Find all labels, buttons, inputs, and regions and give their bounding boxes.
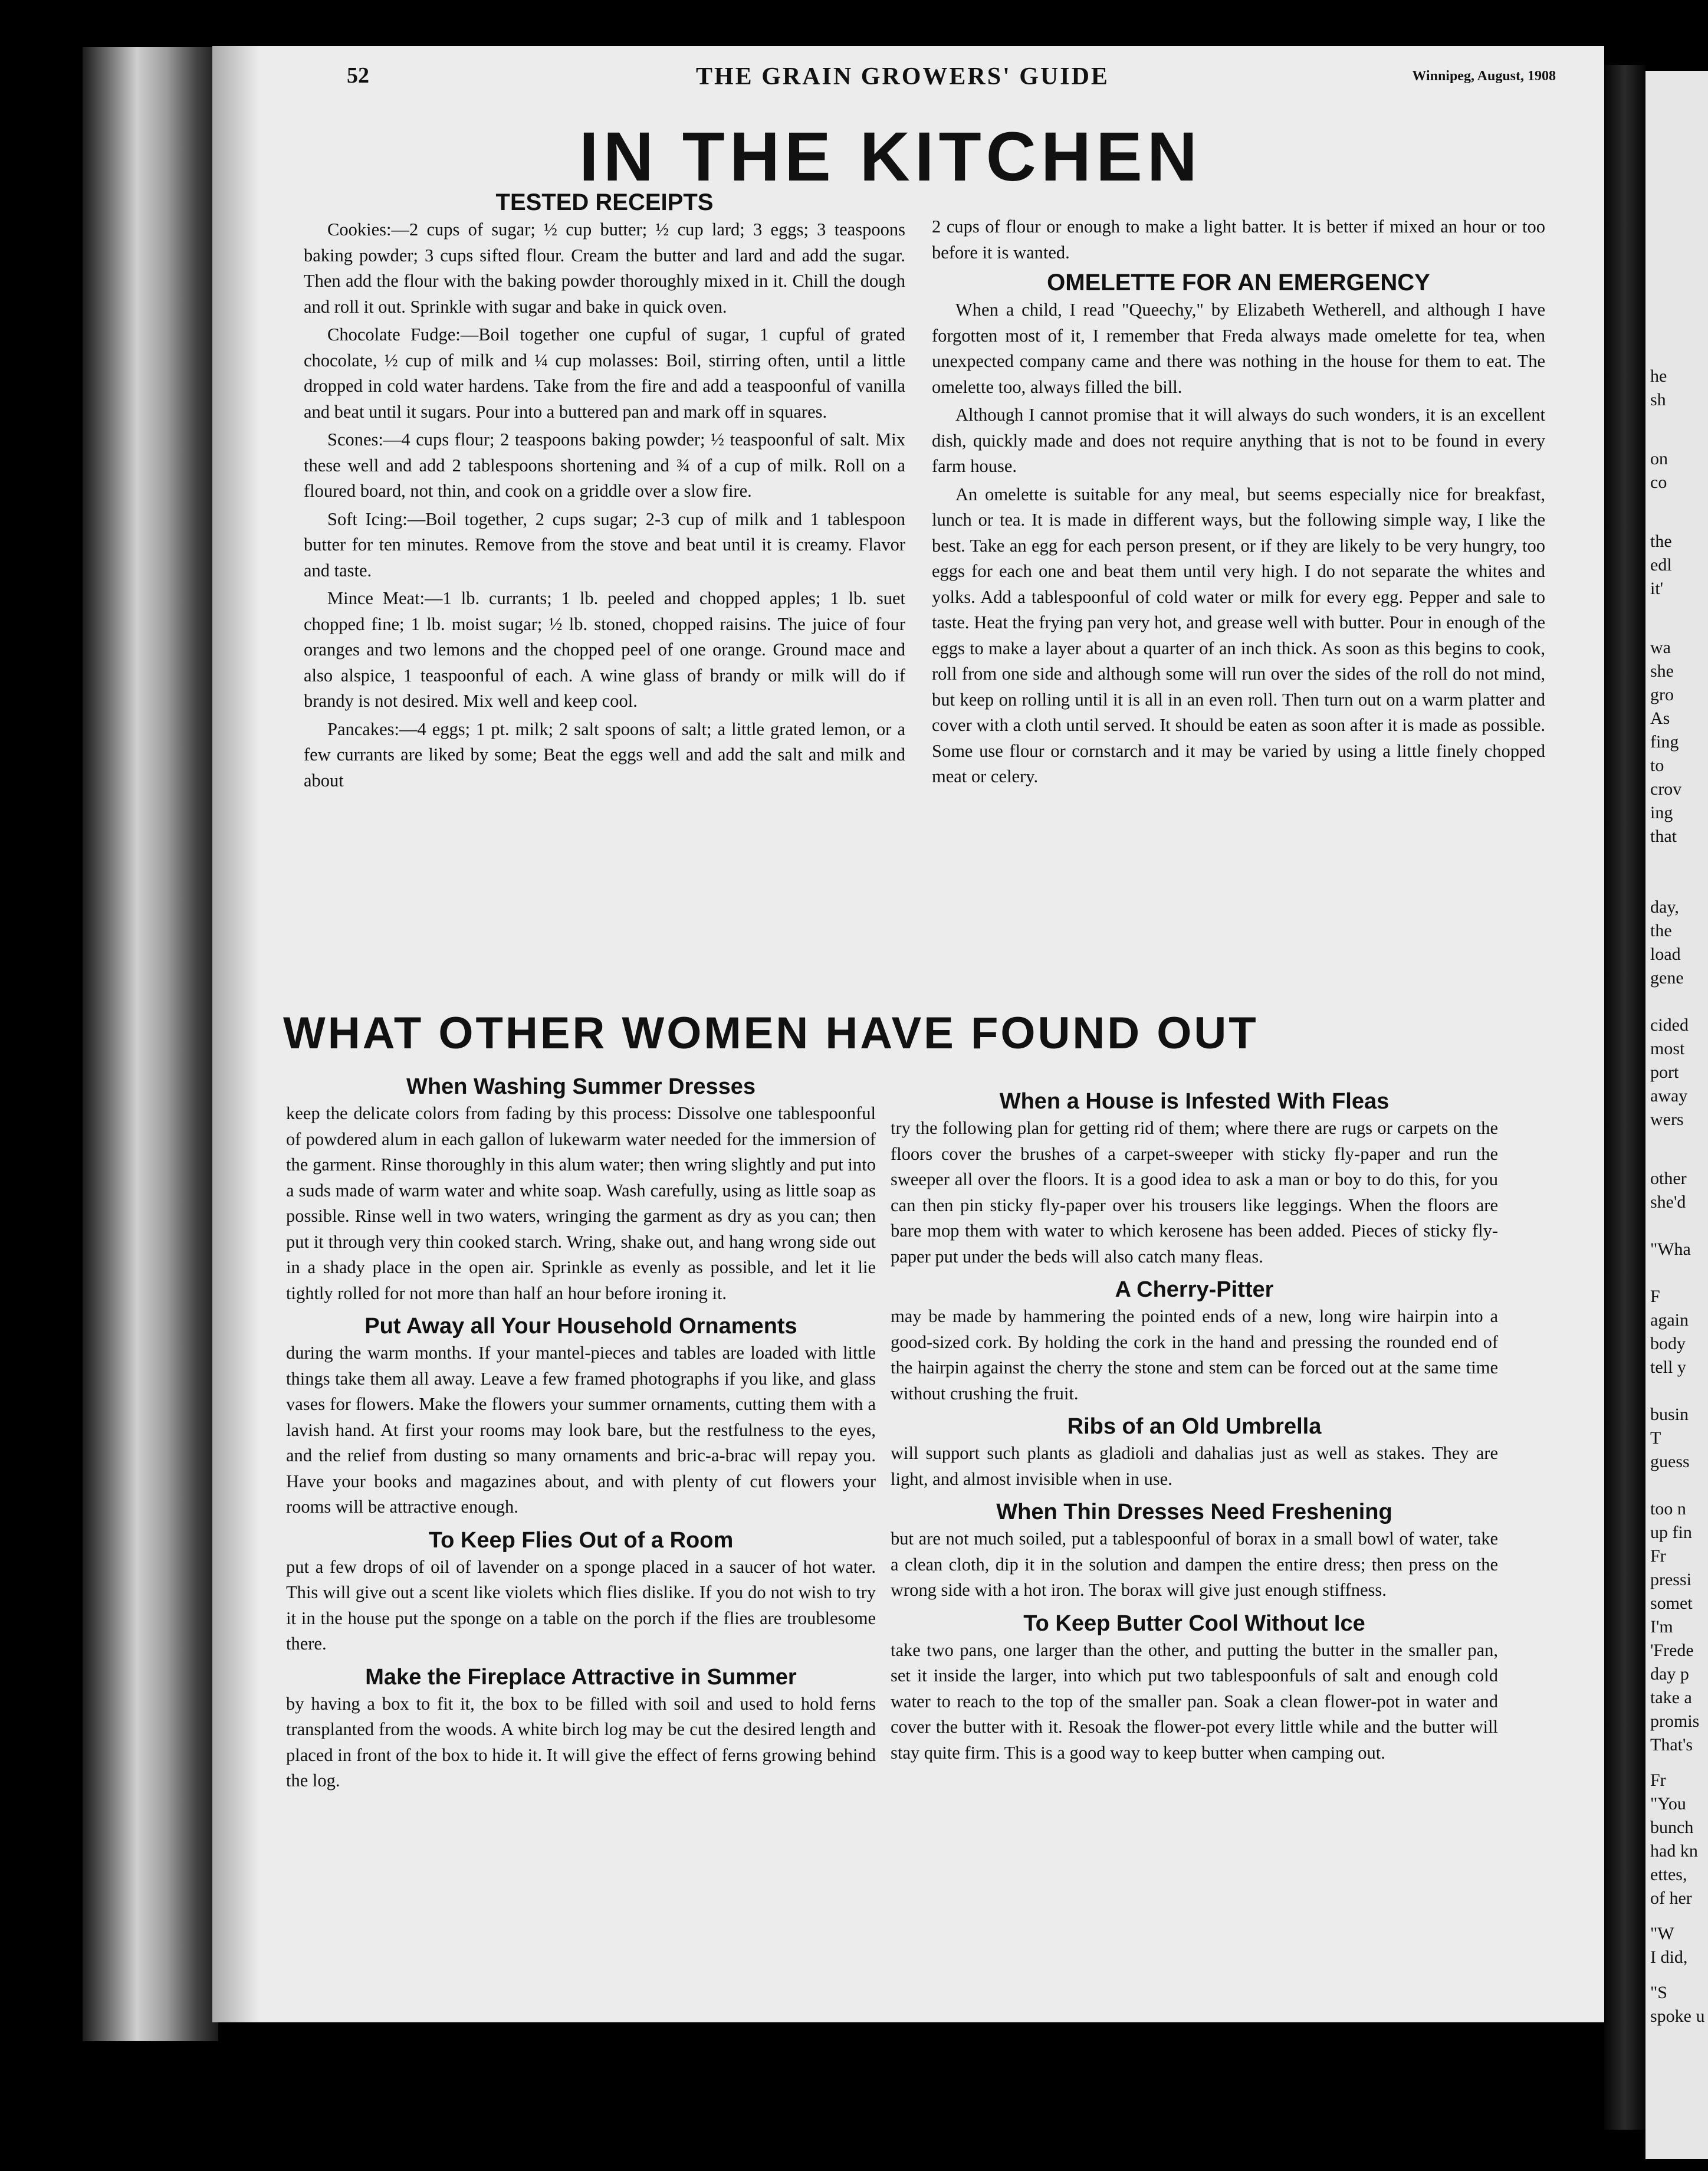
recipe-mince-meat: Mince Meat:—1 lb. currants; 1 lb. peeled and chopped apples; 1 lb. suet chopped fine; 1 lb. moist sugar; ½ lb. stoned, chopped raisins. The juice of four oranges and two lemons and the chopped peel of one orange. Ground mace and also alspice, 1 teaspoonful of each. A wine glass of brandy or milk will do if brandy is not desired. Mix well and keep cool. <box>304 588 905 711</box>
recipe-fudge: Chocolate Fudge:—Boil together one cupful of sugar, 1 cupful of grated chocolate, ½ cup of milk and ¼ cup molasses: Boil, stirring often, until a little dropped in cold water hardens. Take from the fire and add a teaspoonful of vanilla and beat until it sugars. Pour into a buttered pan and mark off in squares. <box>304 324 905 422</box>
tip-heading: Put Away all Your Household Ornaments <box>364 1314 797 1339</box>
dateline: Winnipeg, August, 1908 <box>1412 68 1556 84</box>
adjacent-fragment: ettes, <box>1650 1865 1687 1884</box>
adjacent-fragment: I did, <box>1650 1947 1688 1967</box>
omelette-paragraph: An omelette is suitable for any meal, but seems especially nice for breakfast, lunch or tea. It is made in different ways, but the following simple way, I like the best. Take an egg for each person present, or if they are likely to be very hungry, too eggs for each one and beat them until very high. I do not separate the whites and yolks. Add a tablespoonful of cold water or milk for every egg. Pepper and sale to taste. Heat the frying pan very hot, and grease well with butter. Pour in enough of the eggs to make a layer about a quarter of an inch thick. As soon as this begins to cook, roll from one side and although some will run over the sides of the roll do not mind, but keep on rolling until it is all in an even roll. Then turn out on a warm platter and cover with a cloth until served. It should be eaten as soon after it is made as possible. Some use flour or cornstarch and it may be varied by using a little finely chopped meat or celery. <box>932 484 1545 786</box>
adjacent-fragment: cided <box>1650 1015 1689 1035</box>
adjacent-fragment: pressi <box>1650 1570 1691 1589</box>
kitchen-column-left <box>304 188 905 796</box>
adjacent-fragment: T <box>1650 1428 1661 1448</box>
adjacent-fragment: most <box>1650 1039 1685 1058</box>
kitchen-column-right <box>932 214 1545 792</box>
tip-text: may be made by hammering the pointed ends of a new, long wire hairpin into a good-sized cork. By holding the cork in the hand and pressing the rounded end of the hairpin against the cherry the stone and stem can be forced out at the same time without crushing the fruit. <box>891 1306 1498 1403</box>
tip-text: will support such plants as gladioli and dahalias just as well as stakes. They are light, and almost invisible when in use. <box>891 1443 1498 1489</box>
adjacent-fragment: 'Frede <box>1650 1641 1694 1660</box>
recipe-pancakes-continued: 2 cups of flour or enough to make a light batter. It is better if mixed an hour or too before it is wanted. <box>932 217 1545 263</box>
adjacent-fragment: fing <box>1650 732 1679 752</box>
adjacent-fragment: wa <box>1650 638 1671 657</box>
adjacent-fragment: As <box>1650 709 1670 728</box>
adjacent-fragment: That's <box>1650 1735 1693 1754</box>
adjacent-fragment: he <box>1650 366 1667 386</box>
adjacent-fragment: edl <box>1650 555 1672 575</box>
adjacent-fragment: "Wha <box>1650 1239 1691 1259</box>
omelette-paragraph: When a child, I read "Queechy," by Elizabeth Wetherell, and although I have forgotten most of it, I remember that Freda always made omelette for tea, when unexpected company came and there was nothing in the house for them to eat. The omelette too, always filled the bill. <box>932 300 1545 397</box>
adjacent-fragment: bunch <box>1650 1818 1694 1837</box>
tested-receipts-heading: TESTED RECEIPTS <box>495 189 714 215</box>
tip-heading: Ribs of an Old Umbrella <box>1067 1414 1322 1439</box>
adjacent-fragment: she'd <box>1650 1192 1686 1212</box>
adjacent-fragment: promis <box>1650 1711 1700 1731</box>
adjacent-fragment: gro <box>1650 685 1674 704</box>
tip-heading: To Keep Flies Out of a Room <box>428 1527 734 1553</box>
adjacent-fragment: ing <box>1650 803 1673 822</box>
adjacent-fragment: crov <box>1650 779 1682 799</box>
omelette-paragraph: Although I cannot promise that it will always do such wonders, it is an excellent dish, quickly made and does not require anything that is not to be found in every farm house. <box>932 405 1545 476</box>
women-column-left <box>286 1073 876 1796</box>
adjacent-fragment: other <box>1650 1169 1687 1188</box>
tip-heading: When Washing Summer Dresses <box>406 1074 756 1099</box>
adjacent-page-edge <box>1645 71 1708 2159</box>
tip-text: put a few drops of oil of lavender on a sponge placed in a saucer of hot water. This will give out a scent like violets which flies dislike. If you do not wish to try it in the house put the sponge on a table on the porch if the flies are troublesome there. <box>286 1556 876 1654</box>
adjacent-fragment: it' <box>1650 579 1664 598</box>
adjacent-fragment: she <box>1650 661 1674 681</box>
adjacent-fragment: co <box>1650 473 1667 492</box>
adjacent-fragment: tell y <box>1650 1357 1686 1377</box>
adjacent-fragment: load <box>1650 945 1681 964</box>
tip-text: take two pans, one larger than the other, and putting the butter in the smaller pan, set it inside the larger, into which put two tablespoonfuls of salt and enough cold water to reach to the top of the smaller pan. Soak a clean flower-pot in water and cover the butter with it. Resoak the flower-pot every little while and the butter will stay quite firm. This is a good way to keep butter when camping out. <box>891 1639 1498 1763</box>
adjacent-fragment: day, <box>1650 897 1679 917</box>
adjacent-fragment: wers <box>1650 1110 1684 1129</box>
newspaper-page <box>212 46 1604 2022</box>
adjacent-fragment: to <box>1650 756 1664 775</box>
tip-text: but are not much soiled, put a tablespoonful of borax in a small bowl of water, take a clean cloth, dip it in the solution and dampen the entire dress; then press on the wrong side with a hot iron. The borax will give just enough stiffness. <box>891 1529 1498 1600</box>
adjacent-fragment: up fin <box>1650 1523 1692 1542</box>
adjacent-fragment: take a <box>1650 1688 1692 1707</box>
adjacent-fragment: sh <box>1650 390 1666 409</box>
tip-text: by having a box to fit it, the box to be filled with soil and used to hold ferns transplanted from the woods. A white birch log may be cut the desired length and placed in front of the box to hide it. It will give the effect of ferns growing behind the log. <box>286 1693 876 1790</box>
omelette-heading: OMELETTE FOR AN EMERGENCY <box>1047 270 1430 296</box>
recipe-icing: Soft Icing:—Boil together, 2 cups sugar; 2-3 cup of milk and 1 tablespoon butter for ten minutes. Remove from the stove and beat until it is creamy. Flavor and taste. <box>304 509 905 581</box>
women-section-title: WHAT OTHER WOMEN HAVE FOUND OUT <box>283 1008 1259 1058</box>
adjacent-fragment: "You <box>1650 1794 1686 1813</box>
women-column-right <box>891 1087 1498 1768</box>
page-header <box>212 63 1604 98</box>
adjacent-fragment: port <box>1650 1062 1679 1082</box>
adjacent-fragment: busin <box>1650 1405 1689 1424</box>
page-number: 52 <box>347 63 369 88</box>
adjacent-fragment: the <box>1650 921 1672 940</box>
tip-heading: When Thin Dresses Need Freshening <box>996 1500 1392 1524</box>
adjacent-fragment: of her <box>1650 1888 1692 1908</box>
tip-text: try the following plan for getting rid of them; where there are rugs or carpets on the floors cover the brushes of a carpet-sweeper with sticky fly-paper and run the sweeper all over the floors. It is a good idea to ask a man or boy to do this, for you can then pin sticky fly-paper over his trousers like leggings. When the floors are bare mop them with water to which kerosene has been added. Pieces of sticky fly-paper put under the beds will also catch many fleas. <box>891 1118 1498 1267</box>
tip-text: keep the delicate colors from fading by this process: Dissolve one tablespoonful of powdered alum in each gallon of lukewarm water needed for the immersion of the garment. Rinse thoroughly in this alum water; then wring slightly and put into a suds made of warm water and white soap. Wash carefully, using as little soap as possible. Rinse well in two waters, wringing the garment as dry as you can; then put it through very thin cooked starch. Wring, shake out, and hang wrong side out in a shady place in the open air. Sprinkle as evenly as possible, and let it lie tightly rolled for not more than half an hour before ironing it. <box>286 1103 876 1303</box>
adjacent-fragment: on <box>1650 449 1668 468</box>
adjacent-fragment: that <box>1650 827 1677 846</box>
running-title: THE GRAIN GROWERS' GUIDE <box>696 63 1109 90</box>
recipe-scones: Scones:—4 cups flour; 2 teaspoons baking powder; ½ teaspoonful of salt. Mix these well and add 2 tablespoons shortening and ¾ of a cup of milk. Roll on a floured board, not thin, and cook on a griddle over a slow fire. <box>304 429 905 501</box>
recipe-cookies: Cookies:—2 cups of sugar; ½ cup butter; ½ cup lard; 3 eggs; 3 teaspoons baking powder; 3 cups sifted flour. Cream the butter and lard and add the sugar. Then add the flour with the baking powder thoroughly mixed in it. Chill the dough and roll it out. Sprinkle with sugar and bake in quick oven. <box>304 219 905 317</box>
adjacent-fragment: I'm <box>1650 1617 1673 1637</box>
adjacent-fragment: "W <box>1650 1924 1674 1943</box>
tip-heading: When a House is Infested With Fleas <box>999 1089 1390 1114</box>
tip-heading: To Keep Butter Cool Without Ice <box>1023 1611 1365 1636</box>
tip-heading: Make the Fireplace Attractive in Summer <box>365 1664 797 1690</box>
adjacent-fragment: too n <box>1650 1499 1686 1519</box>
tip-text: during the warm months. If your mantel-pieces and tables are loaded with little things take them all away. Leave a few framed photographs if you like, and glass vases for flowers. Make the flowers your summer ornaments, cutting them with a lavish hand. At first your rooms may look bare, but the restfulness to the eyes, and the relief from dusting so many ornaments and bric-a-brac will repay you. Have your books and magazines about, and with plenty of cut flowers your rooms will be attractive enough. <box>286 1343 876 1517</box>
recipe-pancakes: Pancakes:—4 eggs; 1 pt. milk; 2 salt spoons of salt; a little grated lemon, or a few currants are liked by some; Beat the eggs well and add the salt and milk and about <box>304 719 905 791</box>
adjacent-fragment: spoke u <box>1650 2006 1705 2026</box>
kitchen-section-title: IN THE KITCHEN <box>579 118 1202 196</box>
tip-heading: A Cherry-Pitter <box>1115 1277 1274 1302</box>
adjacent-fragment: gene <box>1650 968 1684 988</box>
page-gutter <box>1604 65 1645 2130</box>
adjacent-fragment: Fr <box>1650 1546 1666 1566</box>
adjacent-fragment: F <box>1650 1287 1660 1306</box>
adjacent-fragment: day p <box>1650 1664 1689 1684</box>
adjacent-fragment: the <box>1650 532 1672 551</box>
adjacent-fragment: had kn <box>1650 1841 1698 1861</box>
adjacent-fragment: "S <box>1650 1983 1667 2002</box>
adjacent-fragment: somet <box>1650 1593 1693 1613</box>
adjacent-fragment: Fr <box>1650 1770 1666 1790</box>
adjacent-fragment: away <box>1650 1086 1688 1106</box>
adjacent-fragment: guess <box>1650 1452 1690 1471</box>
book-binding <box>83 47 218 2041</box>
adjacent-fragment: body <box>1650 1334 1686 1353</box>
page-shadow <box>212 46 260 2022</box>
adjacent-fragment: again <box>1650 1310 1689 1330</box>
